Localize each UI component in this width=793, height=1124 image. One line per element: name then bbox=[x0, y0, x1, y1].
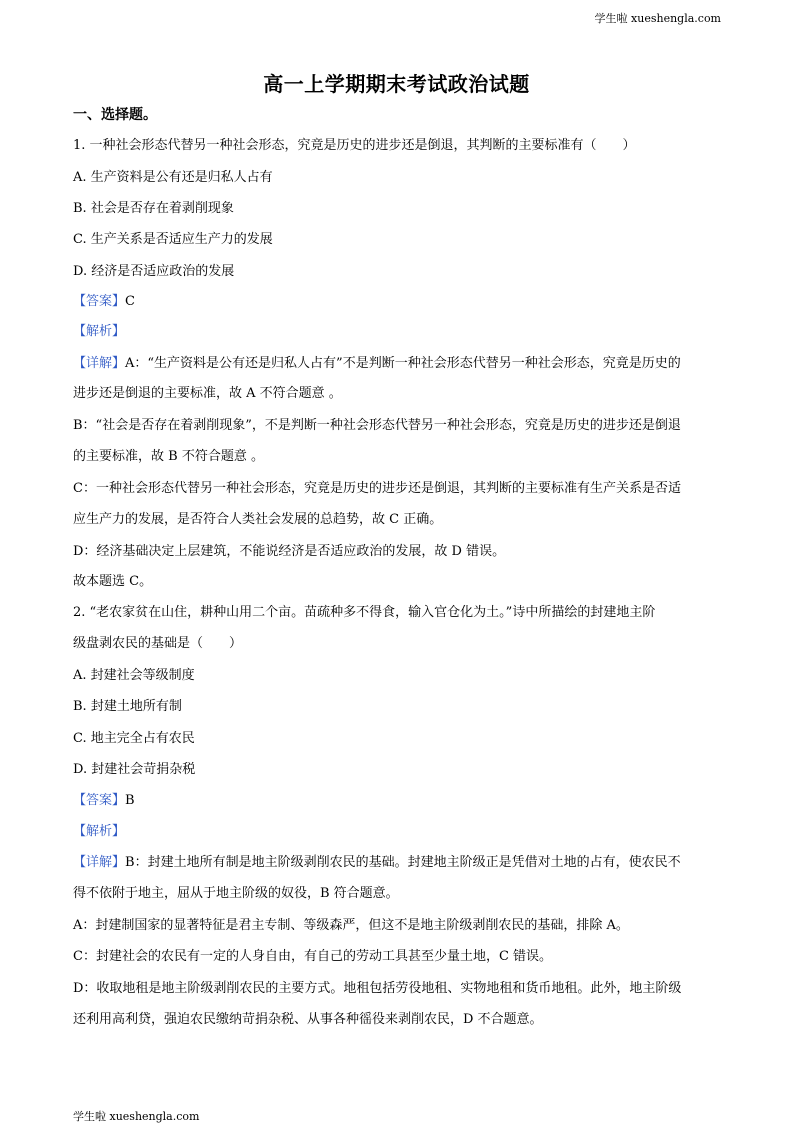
answer-tag: 【答案】 bbox=[73, 294, 126, 309]
q2-answer bbox=[73, 789, 135, 808]
q1-detail-text: A：“生产资料是公有还是归私人占有”不是判断一种社会形态代替另一种社会形态，究竟是历史的 bbox=[125, 356, 681, 371]
q1-stem: 1. 一种社会形态代替另一种社会形态，究竟是历史的进步还是倒退，其判断的主要标准有（ ） bbox=[73, 138, 636, 153]
q2-stem: 2. “老农家贫在山住，耕种山用二个亩。苗疏种多不得食，输入官仓化为土。”诗中所描绘的封建地主阶 bbox=[73, 605, 656, 620]
page-title: 高一上学期期末考试政治试题 bbox=[263, 72, 530, 96]
q2-detail-text: B：封建土地所有制是地主阶级剥削农民的基础。封建地主阶级正是凭借对土地的占有，使农民不 bbox=[125, 855, 681, 870]
q1-option-b: B. 社会是否存在着剥削现象 bbox=[73, 201, 234, 216]
q2-detail-line bbox=[73, 851, 681, 870]
q1-detail-line: C：一种社会形态代替另一种社会形态，究竟是历史的进步还是倒退，其判断的主要标准有生产关系是否适 bbox=[73, 481, 681, 496]
q1-answer bbox=[73, 290, 135, 309]
q1-detail-line bbox=[73, 352, 681, 371]
q2-detail-line: 得不依附于地主，屈从于地主阶级的奴役，B 符合题意。 bbox=[73, 886, 399, 901]
q2-detail-line: A：封建制国家的显著特征是君主专制、等级森严，但这不是地主阶级剥削农民的基础，排除 A。 bbox=[73, 918, 629, 933]
q2-analysis-tag bbox=[73, 820, 125, 839]
analysis-tag: 【解析】 bbox=[73, 324, 126, 339]
footer-watermark: 学生啦 xueshengla.com bbox=[73, 1110, 200, 1123]
q2-detail-line: D：收取地租是地主阶级剥削农民的主要方式。地租包括劳役地租、实物地租和货币地租。此外，地主阶级 bbox=[73, 981, 682, 996]
q2-detail-line: 还利用高利贷，强迫农民缴纳苛捐杂税、从事各种徭役来剥削农民，D 不合题意。 bbox=[73, 1012, 543, 1027]
q1-answer-value: C bbox=[125, 294, 135, 309]
q2-detail-line: C：封建社会的农民有一定的人身自由，有自己的劳动工具甚至少量土地，C 错误。 bbox=[73, 949, 553, 964]
header-watermark: 学生啦 xueshengla.com bbox=[594, 12, 721, 25]
q1-detail-line: 应生产力的发展，是否符合人类社会发展的总趋势，故 C 正确。 bbox=[73, 512, 443, 527]
q1-option-d: D. 经济是否适应政治的发展 bbox=[73, 264, 235, 279]
q1-option-a: A. 生产资料是公有还是归私人占有 bbox=[73, 170, 273, 185]
q1-conclusion: 故本题选 C。 bbox=[73, 574, 153, 589]
q2-option-b: B. 封建土地所有制 bbox=[73, 699, 182, 714]
q1-detail-line: B：“社会是否存在着剥削现象”，不是判断一种社会形态代替另一种社会形态，究竟是历史的进步还是倒退 bbox=[73, 418, 681, 433]
analysis-tag: 【解析】 bbox=[73, 824, 126, 839]
q1-detail-line: 的主要标准，故 B 不符合题意 。 bbox=[73, 449, 264, 464]
q1-detail-line: D：经济基础决定上层建筑，不能说经济是否适应政治的发展，故 D 错误。 bbox=[73, 544, 506, 559]
answer-tag: 【答案】 bbox=[73, 793, 126, 808]
q2-option-a: A. 封建社会等级制度 bbox=[73, 668, 195, 683]
q1-detail-line: 进步还是倒退的主要标准，故 A 不符合题意 。 bbox=[73, 386, 342, 401]
q2-option-d: D. 封建社会苛捐杂税 bbox=[73, 762, 196, 777]
q1-analysis-tag bbox=[73, 320, 125, 339]
q2-option-c: C. 地主完全占有农民 bbox=[73, 731, 195, 746]
q2-answer-value: B bbox=[125, 793, 135, 808]
detail-tag: 【详解】 bbox=[73, 356, 126, 371]
q1-option-c: C. 生产关系是否适应生产力的发展 bbox=[73, 232, 273, 247]
q2-stem: 级盘剥农民的基础是（ ） bbox=[73, 636, 243, 651]
section-heading: 一、选择题。 bbox=[73, 107, 157, 123]
detail-tag: 【详解】 bbox=[73, 855, 126, 870]
